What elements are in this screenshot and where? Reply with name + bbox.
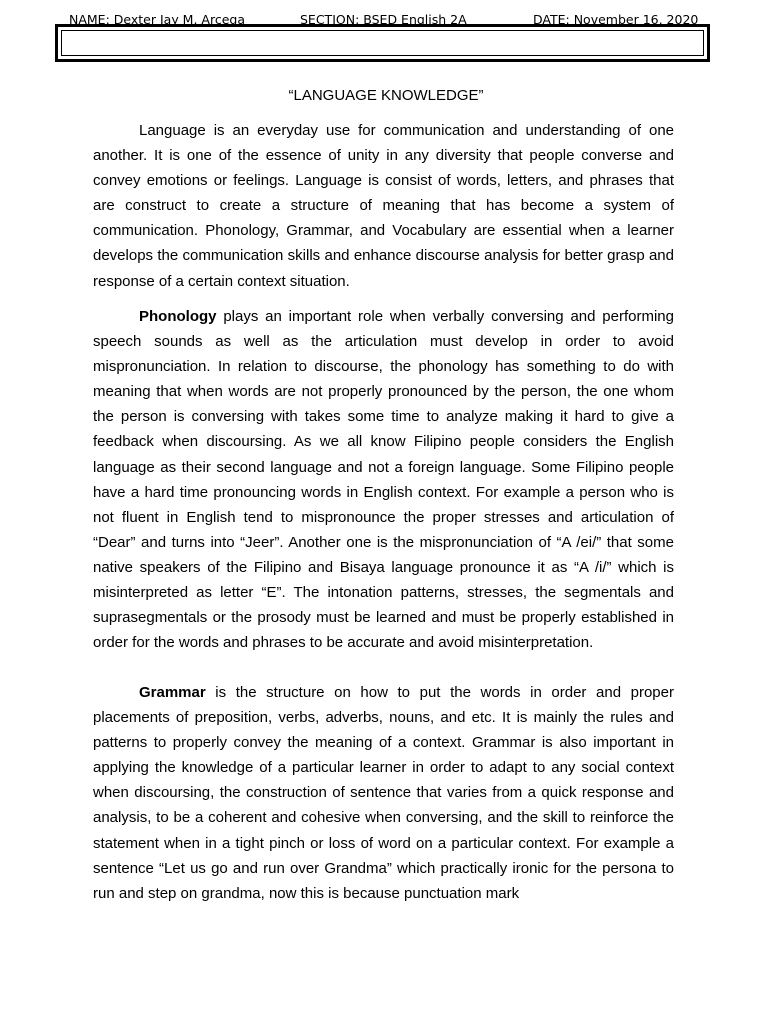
paragraph-language: [93, 118, 674, 294]
document-title: “LANGUAGE KNOWLEDGE”: [288, 87, 484, 104]
paragraph-text: Language is an everyday use for communication and understanding of one another. It is one of the essence of unity in any diversity that people converse and convey emotions or feelings. Language is consist of words, letters, and phrases that are construct to create a structure of meaning that has become a system of communication. Phonology, Grammar, and Vocabulary are essential when a learner develops the communication skills and enhance discourse analysis for better grasp and response of a certain context situation.: [93, 122, 674, 290]
paragraph-lead-term: Grammar: [139, 684, 206, 701]
student-name: NAME: Dexter Jay M. Arcega: [69, 12, 245, 27]
student-section: SECTION: BSED English 2A: [300, 12, 467, 27]
header-box: [55, 24, 710, 62]
paragraph-text: plays an important role when verbally conversing and performing speech sounds as well as the articulation must develop in order to avoid mispronunciation. In relation to discourse, the phonology has something to do with meaning that when words are not properly pronounced by the person, the one whom the person is conversing with takes some time to analyze making it hard to give a feedback when discoursing. As we all know Filipino people considers the English language as their second language and not a foreign language. Some Filipino people have a hard time pronouncing words in English context. For example a person who is not fluent in English tend to mispronounce the proper stresses and articulation of “Dear” and turns into “Jeer”. Another one is the mispronunciation of “A /ei/” that some native speakers of the Filipino and Bisaya language pronounce it as “A /i/” which is misinterpreted as letter “E”. The intonation patterns, stresses, the segmentals and suprasegmentals or the prosody must be learned and must be properly established in order for the words and phrases to be accurate and avoid misinterpretation.: [93, 308, 674, 652]
paragraph-lead-term: Phonology: [139, 308, 217, 325]
paragraph-text: is the structure on how to put the words in order and proper placements of preposition, verbs, adverbs, nouns, and etc. It is mainly the rules and patterns to properly convey the meaning of a context. Grammar is also important in applying the knowledge of a particular learner in order to adapt to any social context when discoursing, the construction of sentence that varies from a quick response and analysis, to be a coherent and cohesive when conversing, and the skill to reinforce the statement when in a tight pinch or loss of word on a particular context. For example a sentence “Let us go and run over Grandma” which practically ironic for the persona to run and step on grandma, now this is because punctuation mark: [93, 684, 674, 902]
document-date: DATE: November 16, 2020: [533, 12, 699, 27]
paragraph-grammar: [93, 680, 674, 906]
header-inner-border: [61, 30, 704, 56]
paragraph-phonology: [93, 304, 674, 655]
